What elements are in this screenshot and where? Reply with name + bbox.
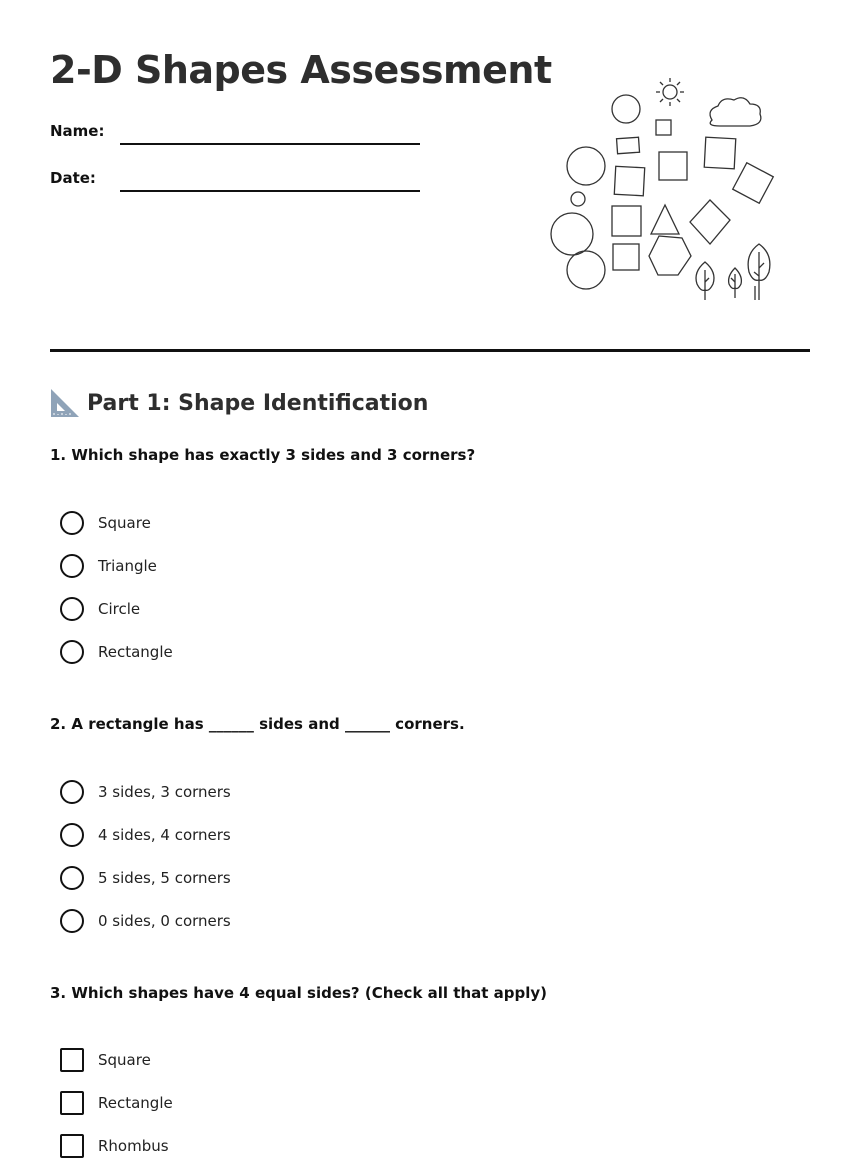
set-square-icon [50, 388, 80, 418]
q3-option-square[interactable] [60, 1048, 151, 1072]
radio-button[interactable] [60, 554, 84, 578]
checkbox[interactable] [60, 1091, 84, 1115]
radio-button[interactable] [60, 866, 84, 890]
q2-option-2[interactable] [60, 823, 231, 847]
option-label: 5 sides, 5 corners [98, 869, 231, 887]
radio-button[interactable] [60, 909, 84, 933]
q2-option-1[interactable] [60, 780, 231, 804]
header-divider [50, 349, 810, 352]
question-3: 3. Which shapes have 4 equal sides? (Check all that apply) [50, 984, 548, 1002]
option-label: Rhombus [98, 1137, 169, 1155]
checkbox[interactable] [60, 1048, 84, 1072]
option-label: 3 sides, 3 corners [98, 783, 231, 801]
option-label: Circle [98, 600, 141, 618]
q2-option-3[interactable] [60, 866, 231, 890]
radio-button[interactable] [60, 597, 84, 621]
radio-button[interactable] [60, 640, 84, 664]
name-field[interactable] [120, 143, 420, 145]
q1-option-circle[interactable] [60, 597, 140, 621]
question-2: 2. A rectangle has ______ sides and ______ corners. [50, 715, 465, 733]
option-label: Triangle [98, 557, 157, 575]
radio-button[interactable] [60, 511, 84, 535]
option-label: 0 sides, 0 corners [98, 912, 231, 930]
q2-option-4[interactable] [60, 909, 231, 933]
date-field[interactable] [120, 190, 420, 192]
q1-option-square[interactable] [60, 511, 151, 535]
radio-button[interactable] [60, 823, 84, 847]
q3-option-rhombus[interactable] [60, 1134, 169, 1158]
option-label: 4 sides, 4 corners [98, 826, 231, 844]
q1-option-triangle[interactable] [60, 554, 157, 578]
sun-icon [656, 78, 684, 106]
cloud-icon [710, 98, 761, 126]
q3-option-rectangle[interactable] [60, 1091, 173, 1115]
question-1: 1. Which shape has exactly 3 sides and 3 corners? [50, 446, 476, 464]
option-label: Square [98, 1051, 151, 1069]
part-1-title: Part 1: Shape Identification [87, 390, 429, 416]
option-label: Square [98, 514, 151, 532]
date-label: Date: [50, 169, 96, 187]
option-label: Rectangle [98, 643, 173, 661]
name-label: Name: [50, 122, 105, 140]
radio-button[interactable] [60, 780, 84, 804]
shapes-illustration-icon [545, 72, 785, 307]
part-1-header [50, 388, 428, 418]
checkbox[interactable] [60, 1134, 84, 1158]
option-label: Rectangle [98, 1094, 173, 1112]
q1-option-rectangle[interactable] [60, 640, 173, 664]
page-title: 2-D Shapes Assessment [50, 48, 552, 92]
